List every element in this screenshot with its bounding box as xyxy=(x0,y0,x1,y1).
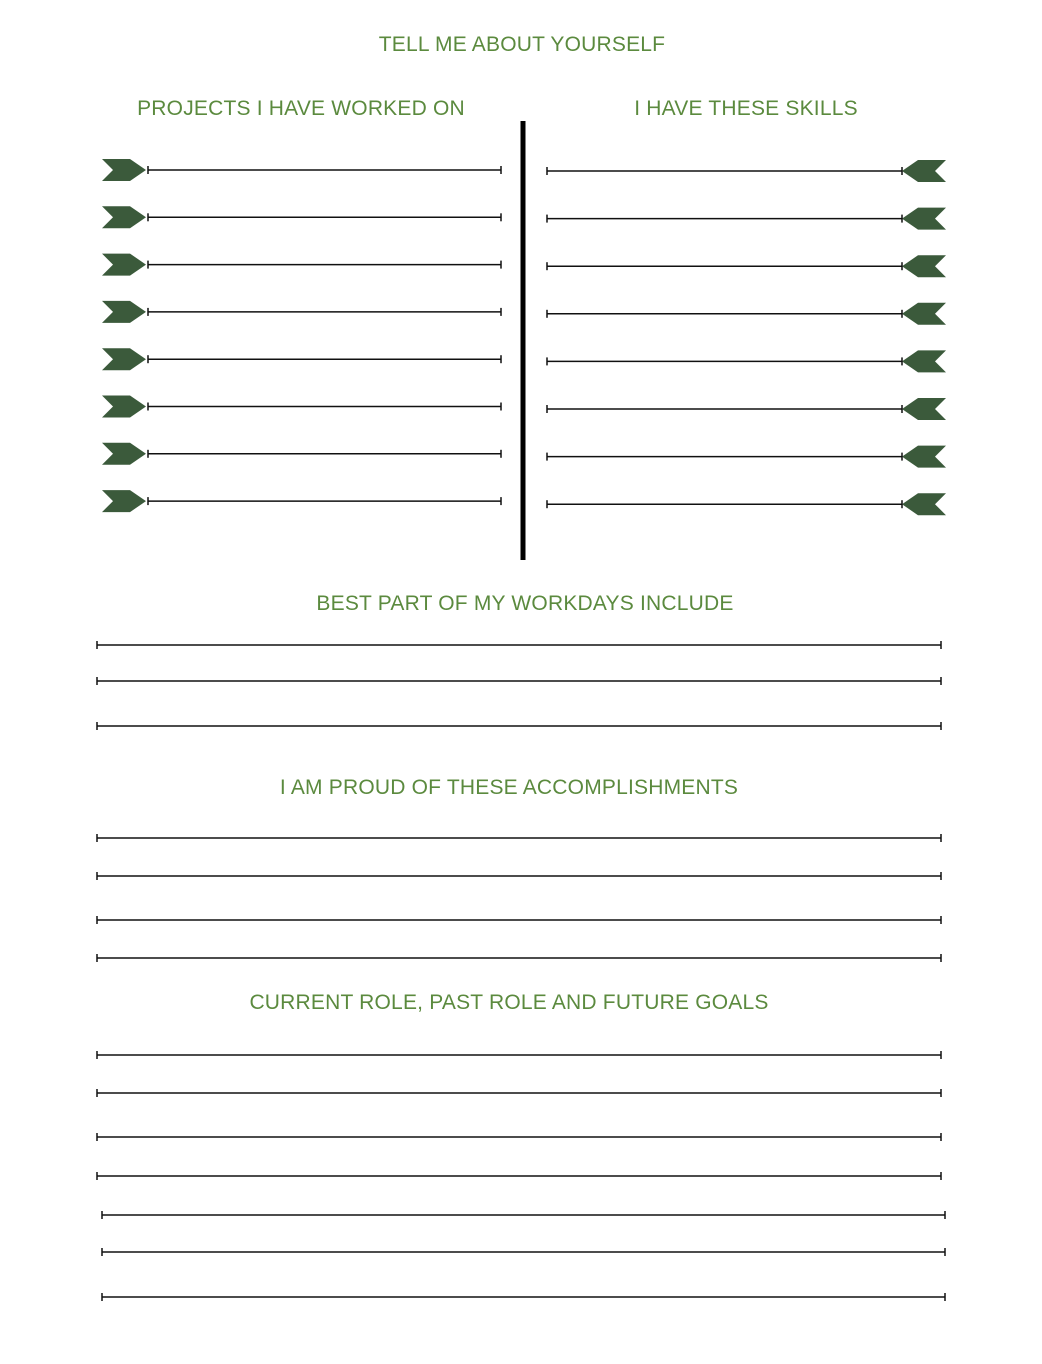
arrow-fletching-left-icon xyxy=(902,208,946,230)
page-title: TELL ME ABOUT YOURSELF xyxy=(378,33,666,56)
accomplishments-heading: I AM PROUD OF THESE ACCOMPLISHMENTS xyxy=(279,776,739,799)
arrow-fletching-left-icon xyxy=(902,255,946,277)
arrow-fletching-right-icon xyxy=(102,443,146,465)
workdays-heading: BEST PART OF MY WORKDAYS INCLUDE xyxy=(316,592,734,615)
projects-heading: PROJECTS I HAVE WORKED ON xyxy=(137,97,465,120)
arrow-fletching-right-icon xyxy=(102,348,146,370)
roles-goals-heading: CURRENT ROLE, PAST ROLE AND FUTURE GOALS xyxy=(249,991,769,1014)
arrow-fletching-right-icon xyxy=(102,159,146,181)
arrow-fletching-left-icon xyxy=(902,398,946,420)
arrow-fletching-left-icon xyxy=(902,493,946,515)
arrow-fletching-right-icon xyxy=(102,206,146,228)
arrow-fletching-left-icon xyxy=(902,160,946,182)
arrow-fletching-right-icon xyxy=(102,396,146,418)
skills-heading: I HAVE THESE SKILLS xyxy=(634,97,858,120)
arrow-fletching-left-icon xyxy=(902,446,946,468)
arrow-fletching-left-icon xyxy=(902,303,946,325)
arrow-fletching-right-icon xyxy=(102,301,146,323)
arrow-fletching-left-icon xyxy=(902,350,946,372)
arrow-fletching-right-icon xyxy=(102,254,146,276)
arrow-fletching-right-icon xyxy=(102,490,146,512)
